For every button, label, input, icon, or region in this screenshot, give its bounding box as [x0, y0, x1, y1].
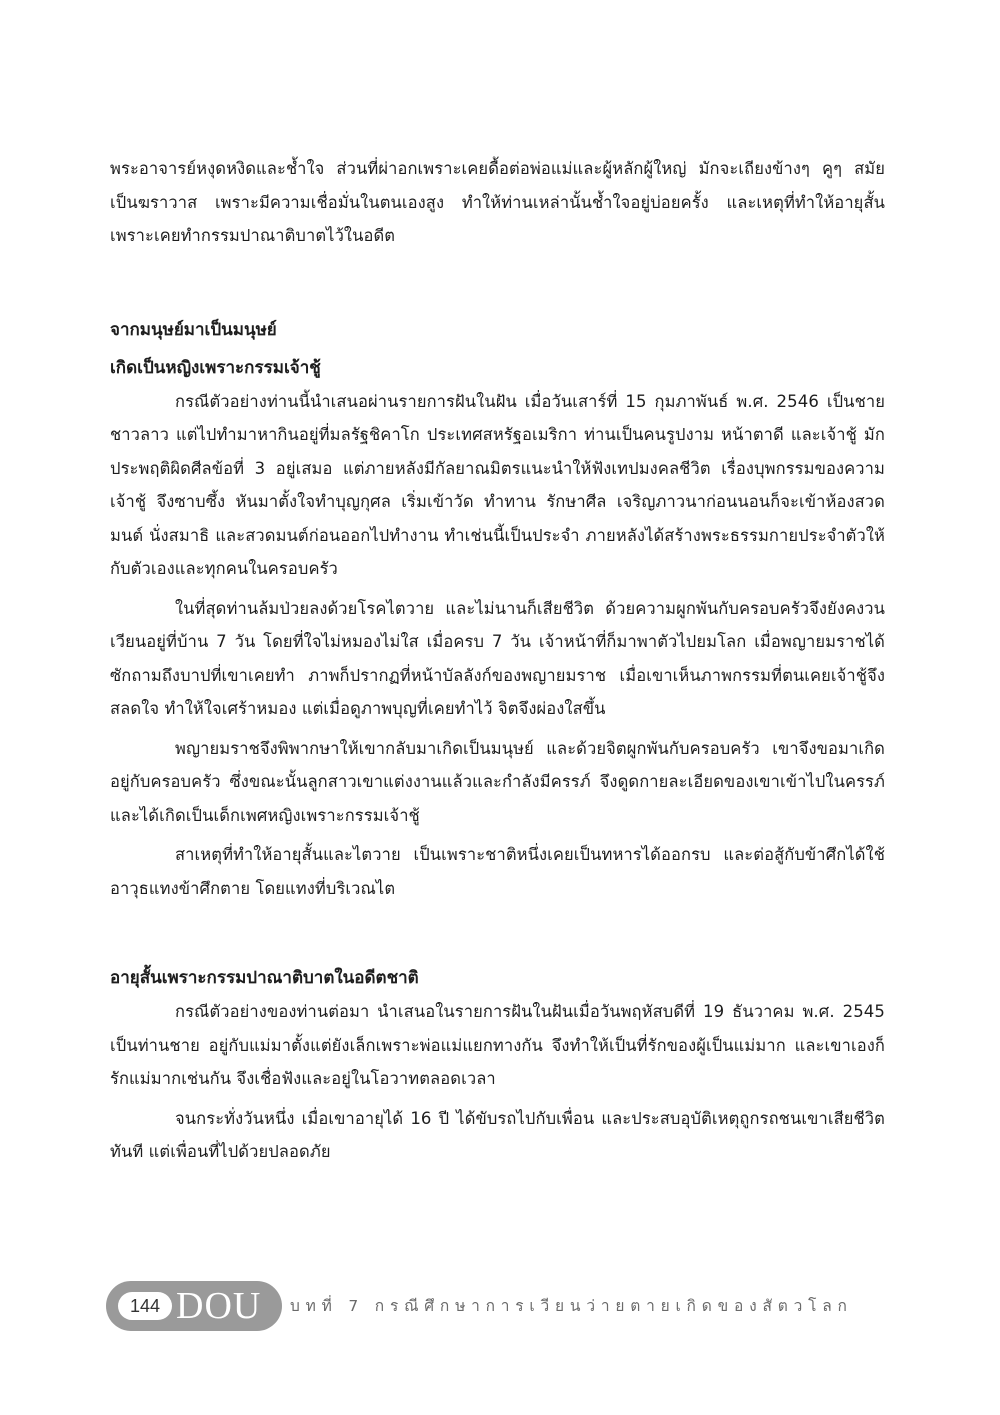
- section1-paragraph-1: กรณีตัวอย่างท่านนี้นำเสนอผ่านรายการฝันในฝัน เมื่อวันเสาร์ที่ 15 กุมภาพันธ์ พ.ศ. 2546 เป็นชายชาวลาว แต่ไปทำมาหากินอยู่ที่มลรัฐชิคาโก ประเทศสหรัฐอเมริกา ท่านเป็นคนรูปงาม หน้าตาดี และเจ้าชู้ มักประพฤติผิดศีลข้อที่ 3 อยู่เสมอ แต่ภายหลังมีกัลยาณมิตรแนะนำให้ฟังเทปมงคลชีวิต เรื่องบุพกรรมของความเจ้าชู้ จึงซาบซึ้ง หันมาตั้งใจทำบุญกุศล เริ่มเข้าวัด ทำทาน รักษาศีล เจริญภาวนาก่อนนอนก็จะเข้าห้องสวดมนต์ นั่งสมาธิ และสวดมนต์ก่อนออกไปทำงาน ทำเช่นนี้เป็นประจำ ภายหลังได้สร้างพระธรรมกายประจำตัวให้กับตัวเองและทุกคนในครอบครัว: [110, 391, 885, 578]
- section2-title: อายุสั้นเพราะกรรมปาณาติบาตในอดีตชาติ: [110, 968, 419, 988]
- footer-badge: [106, 1281, 282, 1331]
- section-subtitle: เกิดเป็นหญิงเพราะกรรมเจ้าชู้: [110, 357, 321, 378]
- section2-paragraph-2: จนกระทั่งวันหนึ่ง เมื่อเขาอายุได้ 16 ปี ได้ขับรถไปกับเพื่อน และประสบอุบัติเหตุถูกรถชนเขาเสียชีวิตทันที แต่เพื่อนที่ไปด้วยปลอดภัย: [110, 1108, 885, 1161]
- page-content: [110, 152, 885, 1169]
- intro-paragraph: พระอาจารย์หงุดหงิดและช้ำใจ ส่วนที่ผ่าอกเพราะเคยดื้อต่อพ่อแม่และผู้หลักผู้ใหญ่ มักจะเถียงข้างๆ คูๆ สมัยเป็นฆราวาส เพราะมีความเชื่อมั่นในตนเองสูง ทำให้ท่านเหล่านั้นช้ำใจอยู่บ่อยครั้ง และเหตุที่ทำให้อายุสั้น เพราะเคยทำกรรมปาณาติบาตไว้ในอดีต: [110, 159, 885, 245]
- page-footer: [106, 1281, 886, 1331]
- section2-paragraph-1: กรณีตัวอย่างของท่านต่อมา นำเสนอในรายการฝันในฝันเมื่อวันพฤหัสบดีที่ 19 ธันวาคม พ.ศ. 2545 เป็นท่านชาย อยู่กับแม่มาตั้งแต่ยังเล็กเพราะพ่อแม่แยกทางกัน จึงทำให้เป็นที่รักของผู้เป็นแม่มาก และเขาเองก็รักแม่มากเช่นกัน จึงเชื่อฟังและอยู่ในโอวาทตลอดเวลา: [110, 1002, 885, 1088]
- section1-paragraph-3: พญายมราชจึงพิพากษาให้เขากลับมาเกิดเป็นมนุษย์ และด้วยจิตผูกพันกับครอบครัว เขาจึงขอมาเกิดอยู่กับครอบครัว ซึ่งขณะนั้นลูกสาวเขาแต่งงานแล้วและกำลังมีครรภ์ จึงดูดกายละเอียดของเขาเข้าไปในครรภ์ และได้เกิดเป็นเด็กเพศหญิงเพราะกรรมเจ้าชู้: [110, 738, 885, 825]
- page-number: 144: [118, 1292, 172, 1320]
- section1-paragraph-4: สาเหตุที่ทำให้อายุสั้นและไตวาย เป็นเพราะชาติหนึ่งเคยเป็นทหารได้ออกรบ และต่อสู้กับข้าศึกได้ใช้อาวุธแทงข้าศึกตาย โดยแทงที่บริเวณไต: [110, 845, 885, 898]
- brand-logo: DOU: [176, 1285, 262, 1327]
- section-title: จากมนุษย์มาเป็นมนุษย์: [110, 319, 277, 340]
- chapter-title: บทที่ 7 กรณีศึกษาการเวียนว่ายตายเกิดของสัตวโลก: [290, 1297, 853, 1315]
- section1-paragraph-2: ในที่สุดท่านล้มป่วยลงด้วยโรคไตวาย และไม่นานก็เสียชีวิต ด้วยความผูกพันกับครอบครัวจึงยังคงวนเวียนอยู่ที่บ้าน 7 วัน โดยที่ใจไม่หมองไม่ใส เมื่อครบ 7 วัน เจ้าหน้าที่ก็มาพาตัวไปยมโลก เมื่อพญายมราชได้ซักถามถึงบาปที่เขาเคยทำ ภาพก็ปรากฏที่หน้าบัลลังก์ของพญายมราช เมื่อเขาเห็นภาพกรรมที่ตนเคยเจ้าชู้จึงสลดใจ ทำให้ใจเศร้าหมอง แต่เมื่อดูภาพบุญที่เคยทำไว้ จิตจึงผ่องใสขึ้น: [110, 598, 885, 718]
